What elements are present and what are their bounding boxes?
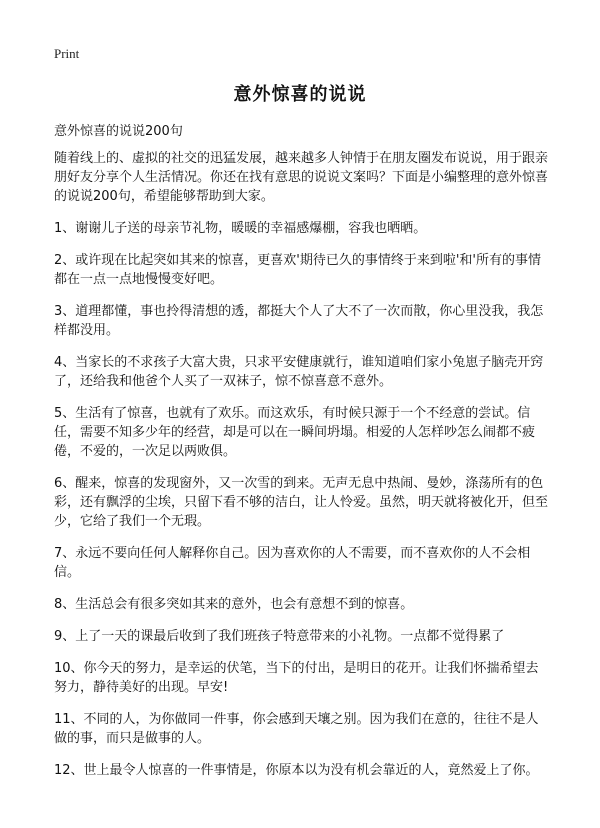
list-item: 3、道理都懂，事也拎得清想的透，都挺大个人了大不了一次而散，你心里没我，我怎样都没用。 (54, 304, 544, 338)
print-link[interactable]: Print (54, 46, 80, 61)
list-item: 1、谢谢儿子送的母亲节礼物，暖暖的幸福感爆棚，容我也晒晒。 (54, 221, 427, 236)
list-item: 11、不同的人，为你做同一件事，你会感到天壤之别。因为我们在意的，往往不是人做的事，而只是做事的人。 (54, 712, 539, 746)
list-item: 7、永远不要向任何人解释你自己。因为喜欢你的人不需要，而不喜欢你的人不会相信。 (54, 546, 531, 580)
list-item: 4、当家长的不求孩子大富大贵，只求平安健康就行，谁知道咱们家小兔崽子脑壳开窍了，还给我和他爸个人买了一双袜子，惊不惊喜意不意外。 (54, 355, 544, 389)
document-subtitle: 意外惊喜的说说200句 (54, 124, 183, 139)
page-title: 意外惊喜的说说 (233, 84, 367, 105)
intro-paragraph: 随着线上的、虚拟的社交的迅猛发展，越来越多人钟情于在朋友圈发布说说，用于跟亲朋好友分享个人生活情况。你还在找有意思的说说文案吗？下面是小编整理的意外惊喜的说说200句，希望能够帮助到大家。 (54, 151, 549, 204)
list-item: 12、世上最令人惊喜的一件事情是，你原本以为没有机会靠近的人，竟然爱上了你。 (54, 763, 539, 778)
list-item: 2、或许现在比起突如其来的惊喜，更喜欢'期待已久的事情终于来到啦'和'所有的事情都在一点一点地慢慢变好吧。 (54, 253, 541, 287)
list-item: 10、你今天的努力，是幸运的伏笔，当下的付出，是明日的花开。让我们怀揣希望去努力，静待美好的出现。早安! (54, 661, 539, 695)
document-body (54, 149, 550, 793)
list-item: 5、生活有了惊喜，也就有了欢乐。而这欢乐，有时候只源于一个不经意的尝试。信任，需要不知多少年的经营，却是可以在一瞬间坍塌。相爱的人怎样吵怎么闹都不疲倦，不爱的，一次足以两败俱。 (54, 406, 536, 459)
list-item: 8、生活总会有很多突如其来的意外，也会有意想不到的惊喜。 (54, 597, 414, 612)
list-item: 6、醒来，惊喜的发现窗外，又一次雪的到来。无声无息中热闹、曼妙，涤荡所有的色彩，还有飘浮的尘埃，只留下看不够的洁白，让人怜爱。虽然，明天就将被化开，但至少，它给了我们一个无瑕。 (54, 476, 549, 529)
list-item: 9、上了一天的课最后收到了我们班孩子特意带来的小礼物。一点都不觉得累了 (54, 629, 505, 644)
